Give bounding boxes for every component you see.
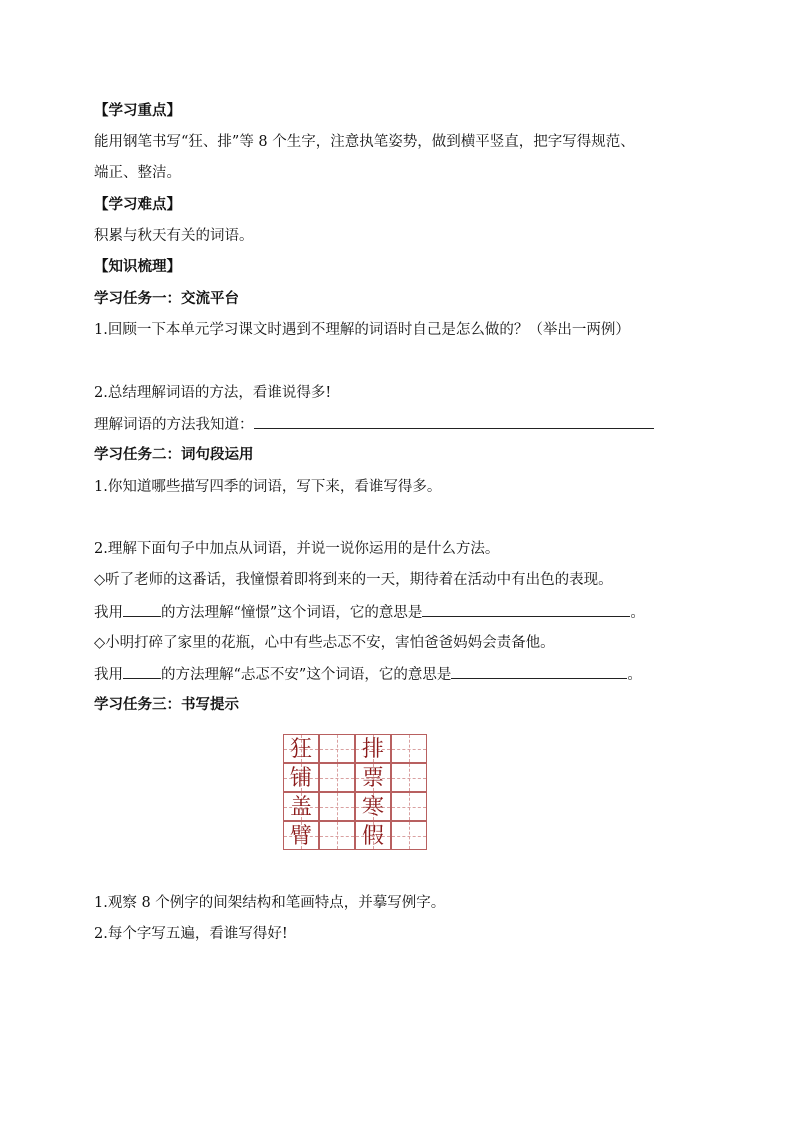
task2-question-1: 1.你知道哪些描写四季的词语，写下来，看谁写得多。 [94, 479, 442, 495]
example-character: 排 [361, 737, 384, 762]
example-character-cell [355, 821, 391, 850]
example-character-cell [355, 792, 391, 821]
answer-blank[interactable] [254, 414, 654, 429]
example-character: 票 [361, 766, 384, 791]
fill-2-middle: 的方法理解“忐忑不安”这个词语，它的意思是 [161, 667, 452, 683]
example-character-cell [355, 734, 391, 763]
knowledge-heading: 【知识梳理】 [94, 259, 181, 275]
task2-fill-2 [94, 664, 642, 685]
practice-cell[interactable] [319, 734, 355, 763]
difficulty-text: 积累与秋天有关的词语。 [94, 228, 254, 244]
task2-sentence-2: ◇小明打碎了家里的花瓶，心中有些忐忑不安，害怕爸爸妈妈会责备他。 [94, 635, 555, 651]
example-character-cell [283, 734, 319, 763]
example-character-cell [283, 821, 319, 850]
example-character-cell [283, 763, 319, 792]
fill-2-prefix: 我用 [94, 667, 123, 683]
task1-title: 学习任务一：交流平台 [94, 291, 239, 307]
example-character-cell [355, 763, 391, 792]
practice-cell[interactable] [391, 763, 427, 792]
example-character: 臂 [289, 824, 312, 849]
fill-1-prefix: 我用 [94, 605, 123, 621]
key-points-text-1: 能用钢笔书写“狂、排”等 8 个生字，注意执笔姿势，做到横平竖直，把字写得规范、 [94, 134, 635, 150]
task3-question-1: 1.观察 8 个例字的间架结构和笔画特点，并摹写例字。 [94, 895, 446, 911]
practice-cell[interactable] [391, 792, 427, 821]
example-character-cell [283, 792, 319, 821]
difficulty-heading: 【学习难点】 [94, 197, 181, 213]
task2-title: 学习任务二：词句段运用 [94, 447, 254, 463]
key-points-heading: 【学习重点】 [94, 103, 181, 119]
practice-cell[interactable] [391, 734, 427, 763]
example-character: 狂 [289, 737, 312, 762]
task3-question-2: 2.每个字写五遍，看谁写得好! [94, 926, 288, 942]
meaning-blank-1[interactable] [422, 602, 630, 617]
meaning-blank-2[interactable] [451, 664, 627, 679]
example-character: 寒 [361, 795, 384, 820]
fill-1-middle: 的方法理解“憧憬”这个词语，它的意思是 [161, 605, 423, 621]
example-character: 铺 [289, 766, 312, 791]
key-points-text-2: 端正、整洁。 [94, 165, 181, 181]
practice-cell[interactable] [319, 763, 355, 792]
task1-question-1: 1.回顾一下本单元学习课文时遇到不理解的词语时自己是怎么做的？（举出一两例） [94, 322, 630, 338]
example-character: 假 [361, 824, 384, 849]
fill-1-end: 。 [630, 605, 645, 621]
practice-cell[interactable] [319, 821, 355, 850]
task1-fill-line [94, 414, 654, 435]
task3-title: 学习任务三：书写提示 [94, 697, 239, 713]
fill-2-end: 。 [627, 667, 642, 683]
task2-sentence-1: ◇听了老师的这番话，我憧憬着即将到来的一天，期待着在活动中有出色的表现。 [94, 572, 613, 588]
task1-question-2: 2.总结理解词语的方法，看谁说得多! [94, 385, 332, 401]
example-character: 盖 [289, 795, 312, 820]
practice-cell[interactable] [319, 792, 355, 821]
task2-fill-1 [94, 602, 645, 623]
practice-cell[interactable] [391, 821, 427, 850]
method-blank-1[interactable] [123, 602, 161, 617]
method-blank-2[interactable] [123, 664, 161, 679]
task1-fill-prefix: 理解词语的方法我知道： [94, 417, 254, 433]
task2-question-2: 2.理解下面句子中加点从词语，并说一说你运用的是什么方法。 [94, 541, 500, 557]
